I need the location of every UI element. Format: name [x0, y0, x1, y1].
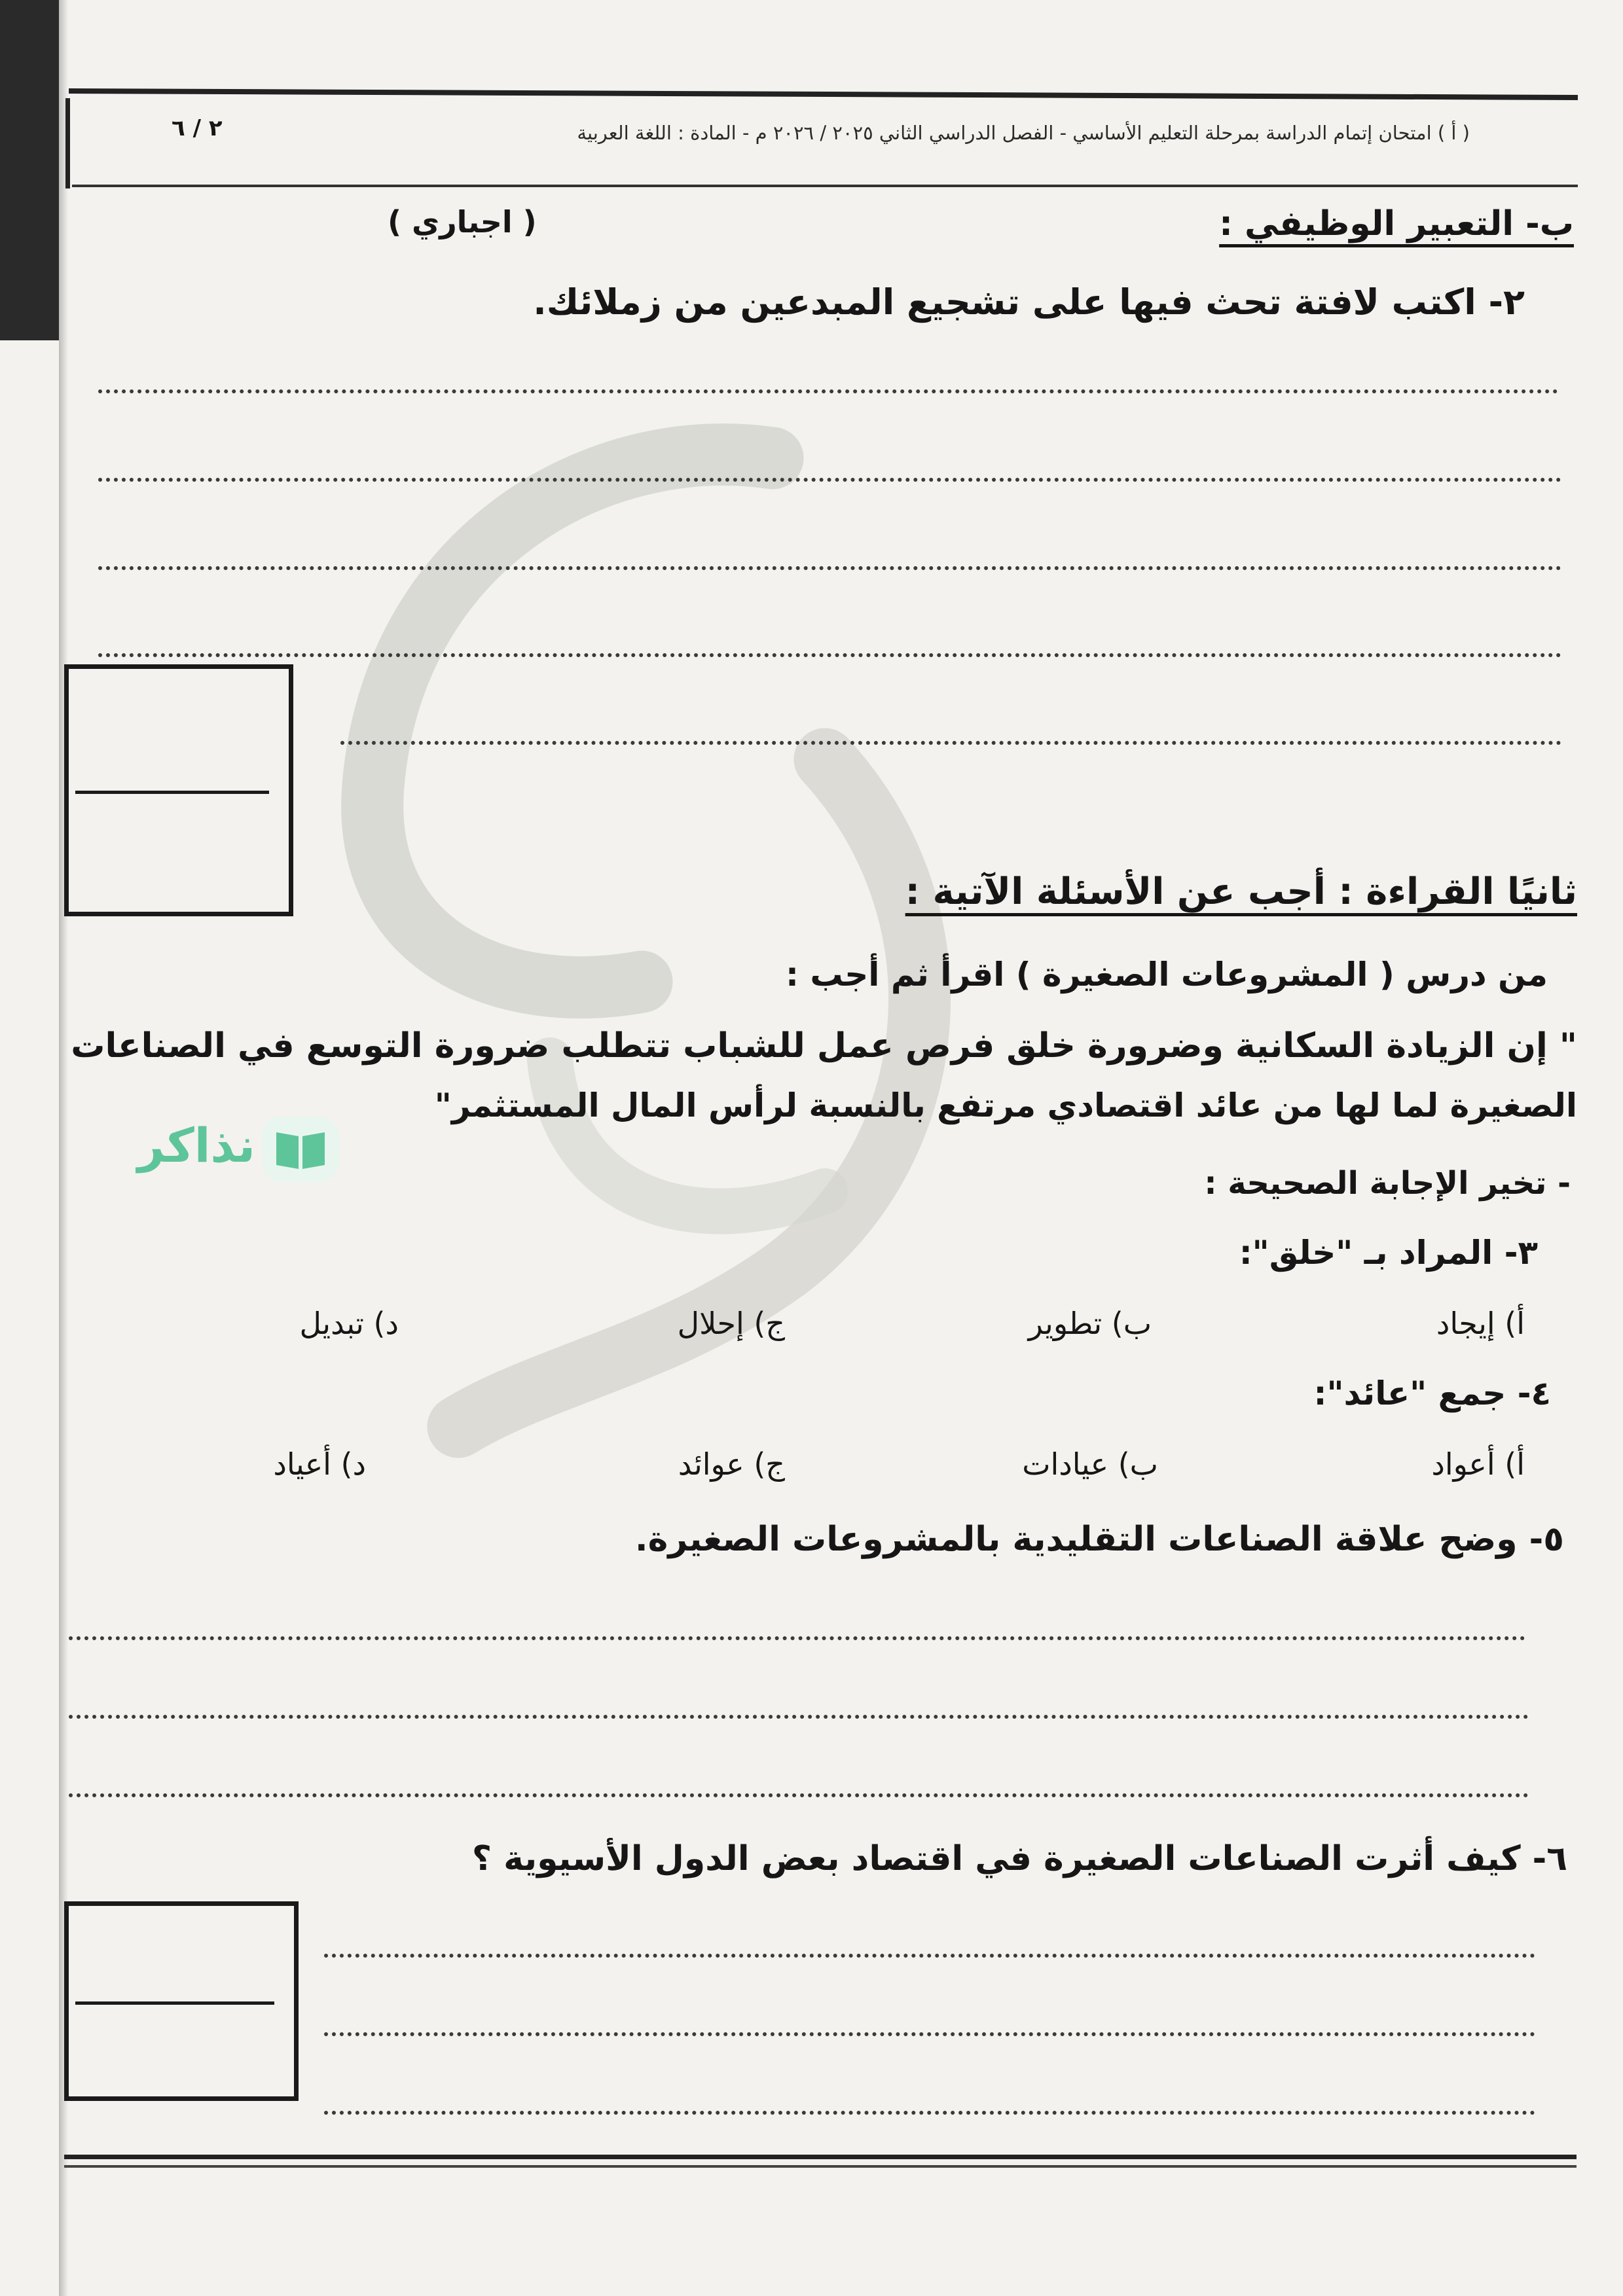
answer-line-q5-2 — [69, 1715, 1529, 1719]
passage-line-1: " إن الزيادة السكانية وضرورة خلق فرص عمل للشباب تتطلب ضرورة التوسع في الصناعات — [71, 1026, 1577, 1066]
score-box-1 — [64, 664, 293, 916]
header-left-border — [65, 98, 70, 188]
question-4: ٤- جمع "عائد": — [1313, 1374, 1551, 1412]
score-box-2 — [64, 1901, 299, 2101]
header-bottom-rule — [72, 185, 1578, 187]
book-icon — [262, 1117, 339, 1182]
answer-line-q5-3 — [69, 1793, 1529, 1797]
mandatory-label: ( اجباري ) — [388, 204, 537, 240]
question-6: ٦- كيف أثرت الصناعات الصغيرة في اقتصاد بعض الدول الأسيوية ؟ — [471, 1839, 1567, 1878]
header-top-rule — [69, 88, 1578, 100]
exam-title: ( أ ) امتحان إتمام الدراسة بمرحلة التعليم الأساسي - الفصل الدراسي الثاني ٢٠٢٥ / ٢٠٢٦ م - المادة : اللغة العربية — [577, 122, 1470, 144]
q3-option-a[interactable]: أ) إيجاد — [1436, 1306, 1525, 1341]
choose-label: - تخير الإجابة الصحيحة : — [1204, 1165, 1571, 1202]
answer-line-q6-1 — [324, 1954, 1535, 1958]
passage-line-2: الصغيرة لما لها من عائد اقتصادي مرتفع بالنسبة لرأس المال المستثمر" — [434, 1086, 1577, 1124]
answer-line-q6-2 — [324, 2032, 1535, 2036]
answer-line-q2-4 — [98, 653, 1561, 657]
logo-text: نذاكر — [137, 1118, 255, 1173]
q4-option-b[interactable]: ب) عيادات — [1022, 1446, 1158, 1482]
section-b-heading: ب- التعبير الوظيفي : — [1219, 204, 1574, 243]
nozakr-logo — [124, 1113, 347, 1185]
reading-heading: ثانيًا القراءة : أجب عن الأسئلة الآتية : — [905, 870, 1577, 913]
question-5: ٥- وضح علاقة الصناعات التقليدية بالمشروعات الصغيرة. — [634, 1520, 1564, 1559]
reading-intro: من درس ( المشروعات الصغيرة ) اقرأ ثم أجب : — [785, 956, 1548, 994]
q3-option-b[interactable]: ب) تطوير — [1028, 1306, 1152, 1341]
answer-line-q2-2 — [98, 478, 1561, 482]
q4-option-a[interactable]: أ) أعواد — [1431, 1446, 1525, 1482]
answer-line-q6-3 — [324, 2111, 1535, 2115]
answer-line-q2-1 — [98, 389, 1558, 393]
footer-rule-2 — [64, 2165, 1577, 2168]
answer-line-q5-1 — [69, 1636, 1525, 1640]
q4-option-c[interactable]: ج) عوائد — [678, 1446, 785, 1482]
question-3: ٣- المراد بـ "خلق": — [1239, 1234, 1538, 1272]
page-left-edge — [0, 0, 59, 340]
question-2: ٢- اكتب لافتة تحث فيها على تشجيع المبدعين من زملائك. — [533, 281, 1525, 323]
q3-option-d[interactable]: د) تبديل — [299, 1306, 399, 1341]
footer-rule-1 — [64, 2155, 1577, 2159]
page-number: ٢ / ٦ — [172, 115, 223, 141]
answer-line-q2-5 — [340, 741, 1561, 745]
q4-option-d[interactable]: د) أعياد — [273, 1446, 366, 1482]
answer-line-q2-3 — [98, 566, 1561, 570]
q3-option-c[interactable]: ج) إحلال — [677, 1306, 785, 1341]
